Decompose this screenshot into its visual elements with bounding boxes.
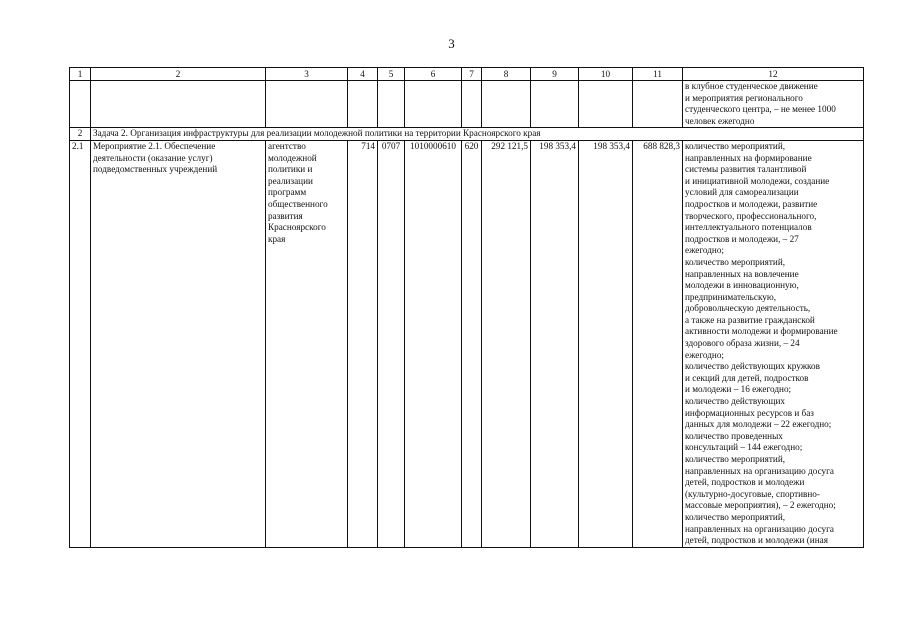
text-line: реализации: [268, 175, 313, 186]
text-line: количество мероприятий,: [685, 454, 786, 464]
text-line: количество действующих кружков: [685, 361, 820, 372]
text-line: человек ежегодно: [685, 115, 755, 126]
text-line: количество проведенных: [685, 430, 783, 441]
text-line: информационных ресурсов и баз: [685, 407, 814, 418]
text-line: консультаций – 144 ежегодно;: [685, 442, 803, 453]
text-line: количество действующих: [685, 396, 785, 407]
text-line: ежегодно;: [685, 245, 724, 256]
text-line: активности молодежи и формирование: [685, 326, 838, 337]
text-line: направленных на формирование: [685, 152, 812, 163]
text-line: направленных на организацию досуга: [685, 523, 834, 534]
continuation-row: [70, 81, 864, 128]
task-title-text: Задача 2. Организация инфраструктуры для реализации молодежной политики на территории Красноярского края: [93, 128, 541, 139]
text-line: политики и: [268, 164, 313, 175]
text-line: подведомственных учреждений: [93, 164, 218, 175]
column-number: 10: [579, 68, 633, 81]
text-line: массовые мероприятия), – 2 ежегодно;: [685, 500, 836, 511]
text-line: условий для самореализации: [685, 187, 799, 198]
column-number: 9: [531, 68, 579, 81]
grbs-code: 714: [348, 140, 378, 547]
amount-year-3: 198 353,4: [579, 140, 633, 547]
text-line: подростков и молодежи, – 27: [685, 233, 799, 244]
text-line: ежегодно;: [685, 349, 724, 360]
text-line: агентство: [268, 140, 306, 151]
column-number: 1: [70, 68, 91, 81]
text-line: деятельности (оказание услуг): [93, 152, 213, 163]
column-number: 8: [482, 68, 531, 81]
text-line: студенческого центра, – не менее 1000: [685, 104, 836, 115]
text-line: данных для молодежи – 22 ежегодно;: [685, 419, 832, 430]
rzpr-code: 0707: [378, 140, 405, 547]
column-number-row: [70, 68, 864, 81]
text-line: развития: [268, 210, 303, 221]
executor-cell: [266, 140, 348, 547]
text-line: и инициативной молодежи, создание: [685, 175, 830, 186]
text-line: творческого, профессионального,: [685, 210, 817, 221]
text-line: системы развития талантливой: [685, 164, 807, 175]
text-line: направленных на организацию досуга: [685, 465, 834, 476]
text-line: направленных на вовлечение: [685, 268, 799, 279]
column-number: 3: [266, 68, 348, 81]
activity-name: [91, 140, 266, 547]
text-line: а также на развитие гражданской: [685, 314, 815, 325]
text-line: и мероприятия регионального: [685, 92, 803, 103]
column-number: 11: [633, 68, 683, 81]
text-line: молодежи в инновационную,: [685, 280, 799, 291]
column-number: 5: [378, 68, 405, 81]
column-number: 2: [91, 68, 266, 81]
csr-code: 1010000610: [405, 140, 462, 547]
task-row: [70, 128, 864, 141]
task-title: [91, 128, 864, 141]
text-line: количество мероприятий,: [685, 140, 786, 151]
text-line: (культурно-досуговые, спортивно-: [685, 488, 820, 499]
text-line: молодежной: [268, 152, 317, 163]
text-line: интеллектуального потенциалов: [685, 222, 812, 233]
page-number: 3: [448, 36, 455, 51]
amount-year-2: 198 353,4: [531, 140, 579, 547]
column-number: 6: [405, 68, 462, 81]
vr-code: 620: [462, 140, 482, 547]
text-line: добровольческую деятельность,: [685, 303, 811, 314]
text-line: и молодежи – 16 ежегодно;: [685, 384, 792, 395]
text-line: предпринимательскую,: [685, 291, 777, 302]
text-line: в клубное студенческое движение: [685, 81, 818, 91]
program-table: [69, 67, 864, 548]
text-line: края: [268, 233, 286, 244]
amount-year-1: 292 121,5: [482, 140, 531, 547]
text-line: Красноярского: [268, 222, 326, 233]
text-line: детей, подростков и молодежи: [685, 477, 805, 488]
text-line: здорового образа жизни, – 24: [685, 338, 800, 349]
task-number: 2: [70, 128, 91, 141]
text-line: Мероприятие 2.1. Обеспечение: [93, 140, 216, 151]
activity-row-2-1: [70, 140, 864, 547]
column-number: 4: [348, 68, 378, 81]
text-line: количество мероприятий,: [685, 256, 786, 267]
text-line: количество мероприятий,: [685, 511, 786, 522]
text-line: общественного: [268, 198, 328, 209]
text-line: программ: [268, 187, 307, 198]
text-line: и секций для детей, подростков: [685, 372, 809, 383]
column-number: 12: [683, 68, 864, 81]
amount-total: 688 828,3: [633, 140, 683, 547]
column-number: 7: [462, 68, 482, 81]
text-line: подростков и молодежи, развитие: [685, 198, 818, 209]
expected-result-cell: [683, 140, 864, 547]
row-number: 2.1: [70, 140, 91, 547]
continuation-result-cell: [683, 81, 864, 128]
text-line: детей, подростков и молодежи (иная: [685, 535, 828, 546]
